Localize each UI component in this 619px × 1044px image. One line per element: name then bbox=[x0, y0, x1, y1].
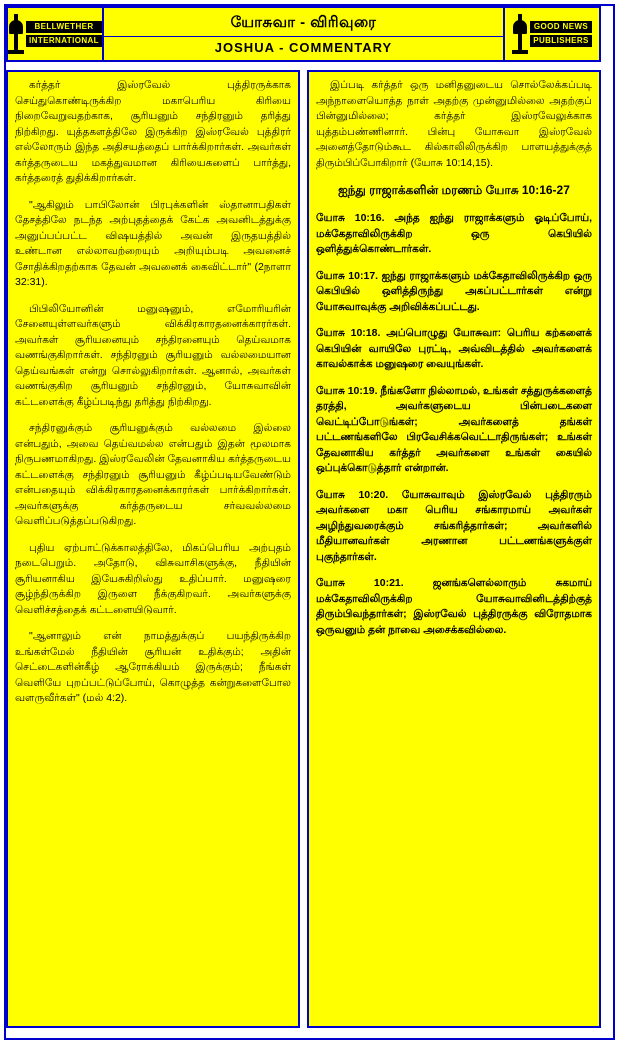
title-english: JOSHUA - COMMENTARY bbox=[214, 39, 393, 55]
bell-icon bbox=[8, 14, 24, 54]
paragraph: "ஆகிலும் பாபிலோன் பிரபுக்களின் ஸ்தானாபதிகள் தேசத்திலே நடந்த அற்புதத்தைக் கேட்க அவனிடத்துக்கு அனுப்பப்பட்ட விஷயத்தில் அவன் இருதயத்தில் உண்டான எல்லாவற்றையும் அறியும்படி அவனைச் சோதிக்கிறதற்காக தேவன் அவனைக் கைவிட்டார்" (2நாளா 32:31). bbox=[15, 198, 291, 288]
body-columns bbox=[6, 70, 601, 1028]
verse-paragraph: யோசு 10:20. யோசுவாவும் இஸ்ரவேல் புத்திரரும் அவர்களை மகா பெரிய சங்காரமாய் அவர்கள் அழிந்துவரைக்கும் சங்கரித்தார்கள்; அவர்களில் மீதியானவர்கள் அரணான பட்டணங்களுக்குள் புகுந்தார்கள். bbox=[316, 488, 592, 563]
page-title bbox=[104, 8, 503, 60]
logo-right-line1: GOOD NEWS bbox=[530, 21, 592, 33]
title-divider bbox=[104, 36, 503, 37]
paragraph: பிபிலியோனின் மனுஷனும், எமோரியரின் சேனையுள்ளவர்களும் விக்கிரகாரதனைக்காரர்கள். அவர்கள் சூரியனையும் சந்திரனையும் தெய்வமாக வணங்குகிறார்கள். சந்திரனும் சூரியனும் வல்லமையான தெய்வங்கள் என்று சொல்லுகிறார்கள். ஆனால், அவர்கள் வணங்குகிற சூரியனும் சந்திரனும், யோசுவாவின் கட்டளைக்கு கீழ்ப்படிந்து தரித்து நிற்கிறது. bbox=[15, 302, 291, 408]
paragraph: புதிய ஏற்பாட்டுக்காலத்திலே, மிகப்பெரிய அற்புதம் நடைபெறும். அதோடு, விசுவாசிகளுக்கு, நீதியின் சூரியனாகிய இயேசுகிறிஸ்து உதிப்பார். மனுஷரை சூழ்ந்திருக்கிற இருளை நீக்குகிறவர். அவர்களுக்கு வெளிச்சத்தைக் கட்டளையிடுவார். bbox=[15, 541, 291, 616]
verse-paragraph: யோசு 10:19. நீங்களோ நில்லாமல், உங்கள் சத்துருக்களைத் தரத்தி, அவர்களுடைய பின்படைகளை வெட்டிப்போடுங்கள்; அவர்களைத் தங்கள் பட்டணங்களிலே பிரவேசிக்கவெட்டாதிருங்கள்; உங்கள் தேவனாகிய கர்த்தர் அவர்களை உங்கள் கையில் ஒப்புக்கொடுத்தார் என்றான். bbox=[316, 384, 592, 474]
verse-paragraph: யோசு 10:18. அப்பொழுது யோசுவா: பெரிய கற்களைக் கெபியின் வாயிலே புரட்டி, அவ்விடத்தில் அவர்களைக் காவல்காக்க மனுஷரை வையுங்கள். bbox=[316, 327, 592, 370]
logo-inner-right bbox=[512, 14, 592, 54]
bellwether-international-logo bbox=[8, 8, 104, 60]
left-column bbox=[6, 70, 300, 1028]
paragraph: கர்த்தர் இஸ்ரவேல் புத்திரருக்காக செய்துகொண்டிருக்கிற மகாபெரிய கிரியை நிறைவேறுவதற்காக, சூரியனும் சந்திரனும் தரித்து நிற்கிறது. யுத்தகளத்திலே இருக்கிற இஸ்ரவேல் புத்திரர் எல்லோரும் இந்த அதிசயத்தைப் பார்க்கிறார்கள். அவர்கள் கர்த்தருடைய மகத்துவமான கிரியைகளைப் பார்த்து, கர்த்தரைத் துதிக்கிறார்கள். bbox=[15, 79, 291, 184]
paragraph: இப்படி கர்த்தர் ஒரு மனிதனுடைய சொல்லேக்கப்படி அந்நாளையொத்த நாள் அதற்கு முன்னுமில்லை அதற்குப் பின்னுமில்லை; கர்த்தர் இஸ்ரவேலுக்காக யுத்தம்பண்ணினார். பின்பு யோசுவா இஸ்ரவேல் அனைத்தோடும்கூட கில்காலிலிருக்கிற பாளயத்துக்குத் திரும்பிப்போகிறார் (யோசு 10:14,15). bbox=[316, 79, 592, 169]
paragraph: சந்திரனுக்கும் சூரியனுக்கும் வல்லமை இல்லை என்பதும், அவை தெய்வமல்ல என்பதும் இதன் மூலமாக நிருபணமாகிறது. இஸ்ரவேலின் தேவனாகிய கர்த்தருடைய கட்டளைக்கு சந்திரனும் சூரியனும் கீழ்ப்படியவேண்டும் என்பதையும் விக்கிரகாரதனைக்காரர்கள் பார்க்கிறார்கள். அவர்களுக்கு கர்த்தருடைய சர்வவல்லமை வெளிப்படுத்தப்படுகிறது. bbox=[15, 422, 291, 527]
verse-paragraph: யோசு 10:16. அந்த ஐந்து ராஜாக்களும் ஓடிப்போய், மக்கேதாவிலிருக்கிற ஒரு கெபியில் ஒளித்துக்கொண்டார்கள். bbox=[316, 212, 592, 255]
logo-right-line2: PUBLISHERS bbox=[530, 35, 592, 47]
logo-inner-left bbox=[8, 14, 102, 54]
logo-left-line1: BELLWETHER bbox=[26, 21, 102, 33]
logo-text-right bbox=[530, 21, 592, 47]
torch-icon bbox=[512, 14, 528, 54]
verse-paragraph: யோசு 10:17. ஐந்து ராஜாக்களும் மக்கேதாவிலிருக்கிற ஒரு கெபியில் ஒளித்திருந்து அகப்பட்டார்கள் என்று யோசுவாவுக்கு அறிவிக்கப்பட்டது. bbox=[316, 269, 592, 313]
verse-paragraph: யோசு 10:21. ஜனங்களெல்லாரும் சுகமாய் மக்கேதாவிலிருக்கிற யோசுவாவினிடத்திற்குத் திரும்பிவந்தார்கள்; இஸ்ரவேல் புத்திரருக்கு விரோதமாக ஒருவனும் தன் நாவை அசைக்கவில்லை. bbox=[316, 577, 592, 636]
logo-left-line2: INTERNATIONAL bbox=[26, 35, 102, 47]
paragraph: "ஆனாலும் என் நாமத்துக்குப் பயந்திருக்கிற உங்கள்மேல் நீதியின் சூரியன் உதிக்கும்; அதின் செட்டைகளின்கீழ் ஆரோக்கியம் இருக்கும்; நீங்கள் வெளியே புறப்பட்டுப்போய், கொழுத்த கன்றுகளைபோல வளருவீர்கள்" (மல் 4:2). bbox=[15, 630, 291, 704]
page-header bbox=[6, 6, 601, 62]
section-heading: ஐந்து ராஜாக்களின் மரணம் யோசு 10:16-27 bbox=[338, 183, 570, 197]
right-column bbox=[307, 70, 601, 1028]
logo-text-left bbox=[26, 21, 102, 47]
title-tamil: யோசுவா - விரிவுரை bbox=[230, 13, 377, 31]
good-news-publishers-logo bbox=[503, 8, 599, 60]
